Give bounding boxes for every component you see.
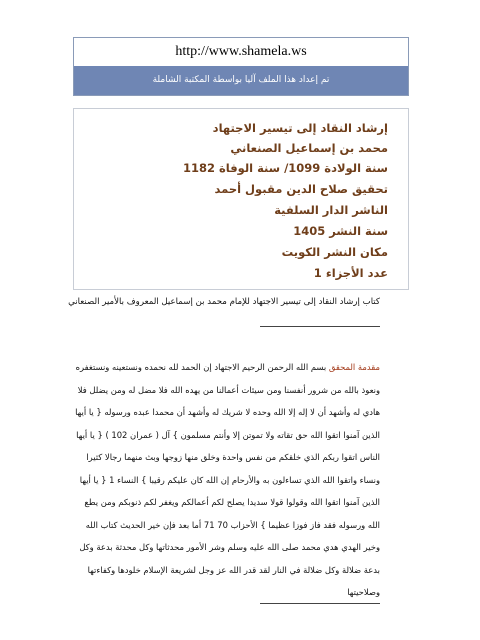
body-line: ونعوذ بالله من شرور أنفسنا ومن سيئات أعمالنا من يهده الله فلا مضل له ومن يضلل فلا (77, 384, 380, 395)
book-title: إرشاد النقاد إلى تيسير الاجتهاد (212, 121, 388, 135)
book-publisher: الناشر الدار السلفية (274, 203, 388, 217)
body-line: وخير الهدي هدي محمد صلى الله عليه وسلم وشر الأمور محدثاتها وكل محدثة بدعة وكل (79, 542, 380, 552)
body-line: مقدمة المحقق بسم الله الرحمن الرحيم الاجتهاد إن الحمد لله نحمده ونستعينه ونستغفره (75, 362, 380, 372)
body-line: الناس اتقوا ربكم الذي خلقكم من نفس واحدة وخلق منها زوجها وبث منهما رجالا كثيرا (86, 452, 380, 462)
body-text (60, 356, 380, 604)
divider-top (260, 326, 380, 327)
book-caption: كتاب إرشاد النقاد إلى تيسير الاجتهاد للإمام محمد بن إسماعيل المعروف بالأمير الصنعاني (68, 297, 380, 307)
site-url[interactable]: http://www.shamela.ws (74, 38, 408, 66)
body-line: الذين آمنوا اتقوا الله حق تقاته ولا تموتن إلا وأنتم مسلمون } آل ( عمران 102 ) { يا أيها (76, 429, 380, 440)
book-volume-count: عدد الأجزاء 1 (313, 266, 388, 280)
site-header-box (73, 37, 409, 96)
book-dates: سنة الولادة 1099/ سنة الوفاة 1182 (182, 161, 388, 175)
body-line: وصلاحيتها (347, 587, 380, 597)
book-editor: تحقيق صلاح الدين مقبول أحمد (214, 182, 388, 196)
body-line: هادي له وأشهد أن لا إله إلا الله وحده لا شريك له وأشهد أن محمدا عبده ورسوله { يا أيها (75, 407, 380, 417)
site-subtitle-banner: تم إعداد هذا الملف آليا بواسطة المكتبة الشاملة (74, 66, 408, 95)
body-line: الله ورسوله فقد فاز فوزا عظيما } الأحزاب 70 71 أما بعد فإن خير الحديث كتاب الله (85, 519, 380, 530)
body-line: بدعة ضلالة وكل ضلالة في النار لقد قدر الله عز وجل لشريعة الإسلام خلودها وكفاءتها (87, 564, 380, 575)
body-line: الذين آمنوا اتقوا الله وقولوا قولا سديدا يصلح لكم أعمالكم ويغفر لكم ذنوبكم ومن يطع (84, 497, 380, 507)
divider-bottom (260, 603, 380, 604)
intro-label: مقدمة المحقق (328, 362, 380, 372)
body-line: ونساء واتقوا الله الذي تساءلون به والأرحام إن الله كان عليكم رقيبا } النساء 1 { يا أيها (79, 474, 380, 485)
book-publish-place: مكان النشر الكويت (281, 245, 388, 259)
book-publish-year: سنة النشر 1405 (293, 224, 388, 238)
book-author: محمد بن إسماعيل الصنعاني (230, 141, 388, 155)
book-info-box (73, 108, 409, 290)
